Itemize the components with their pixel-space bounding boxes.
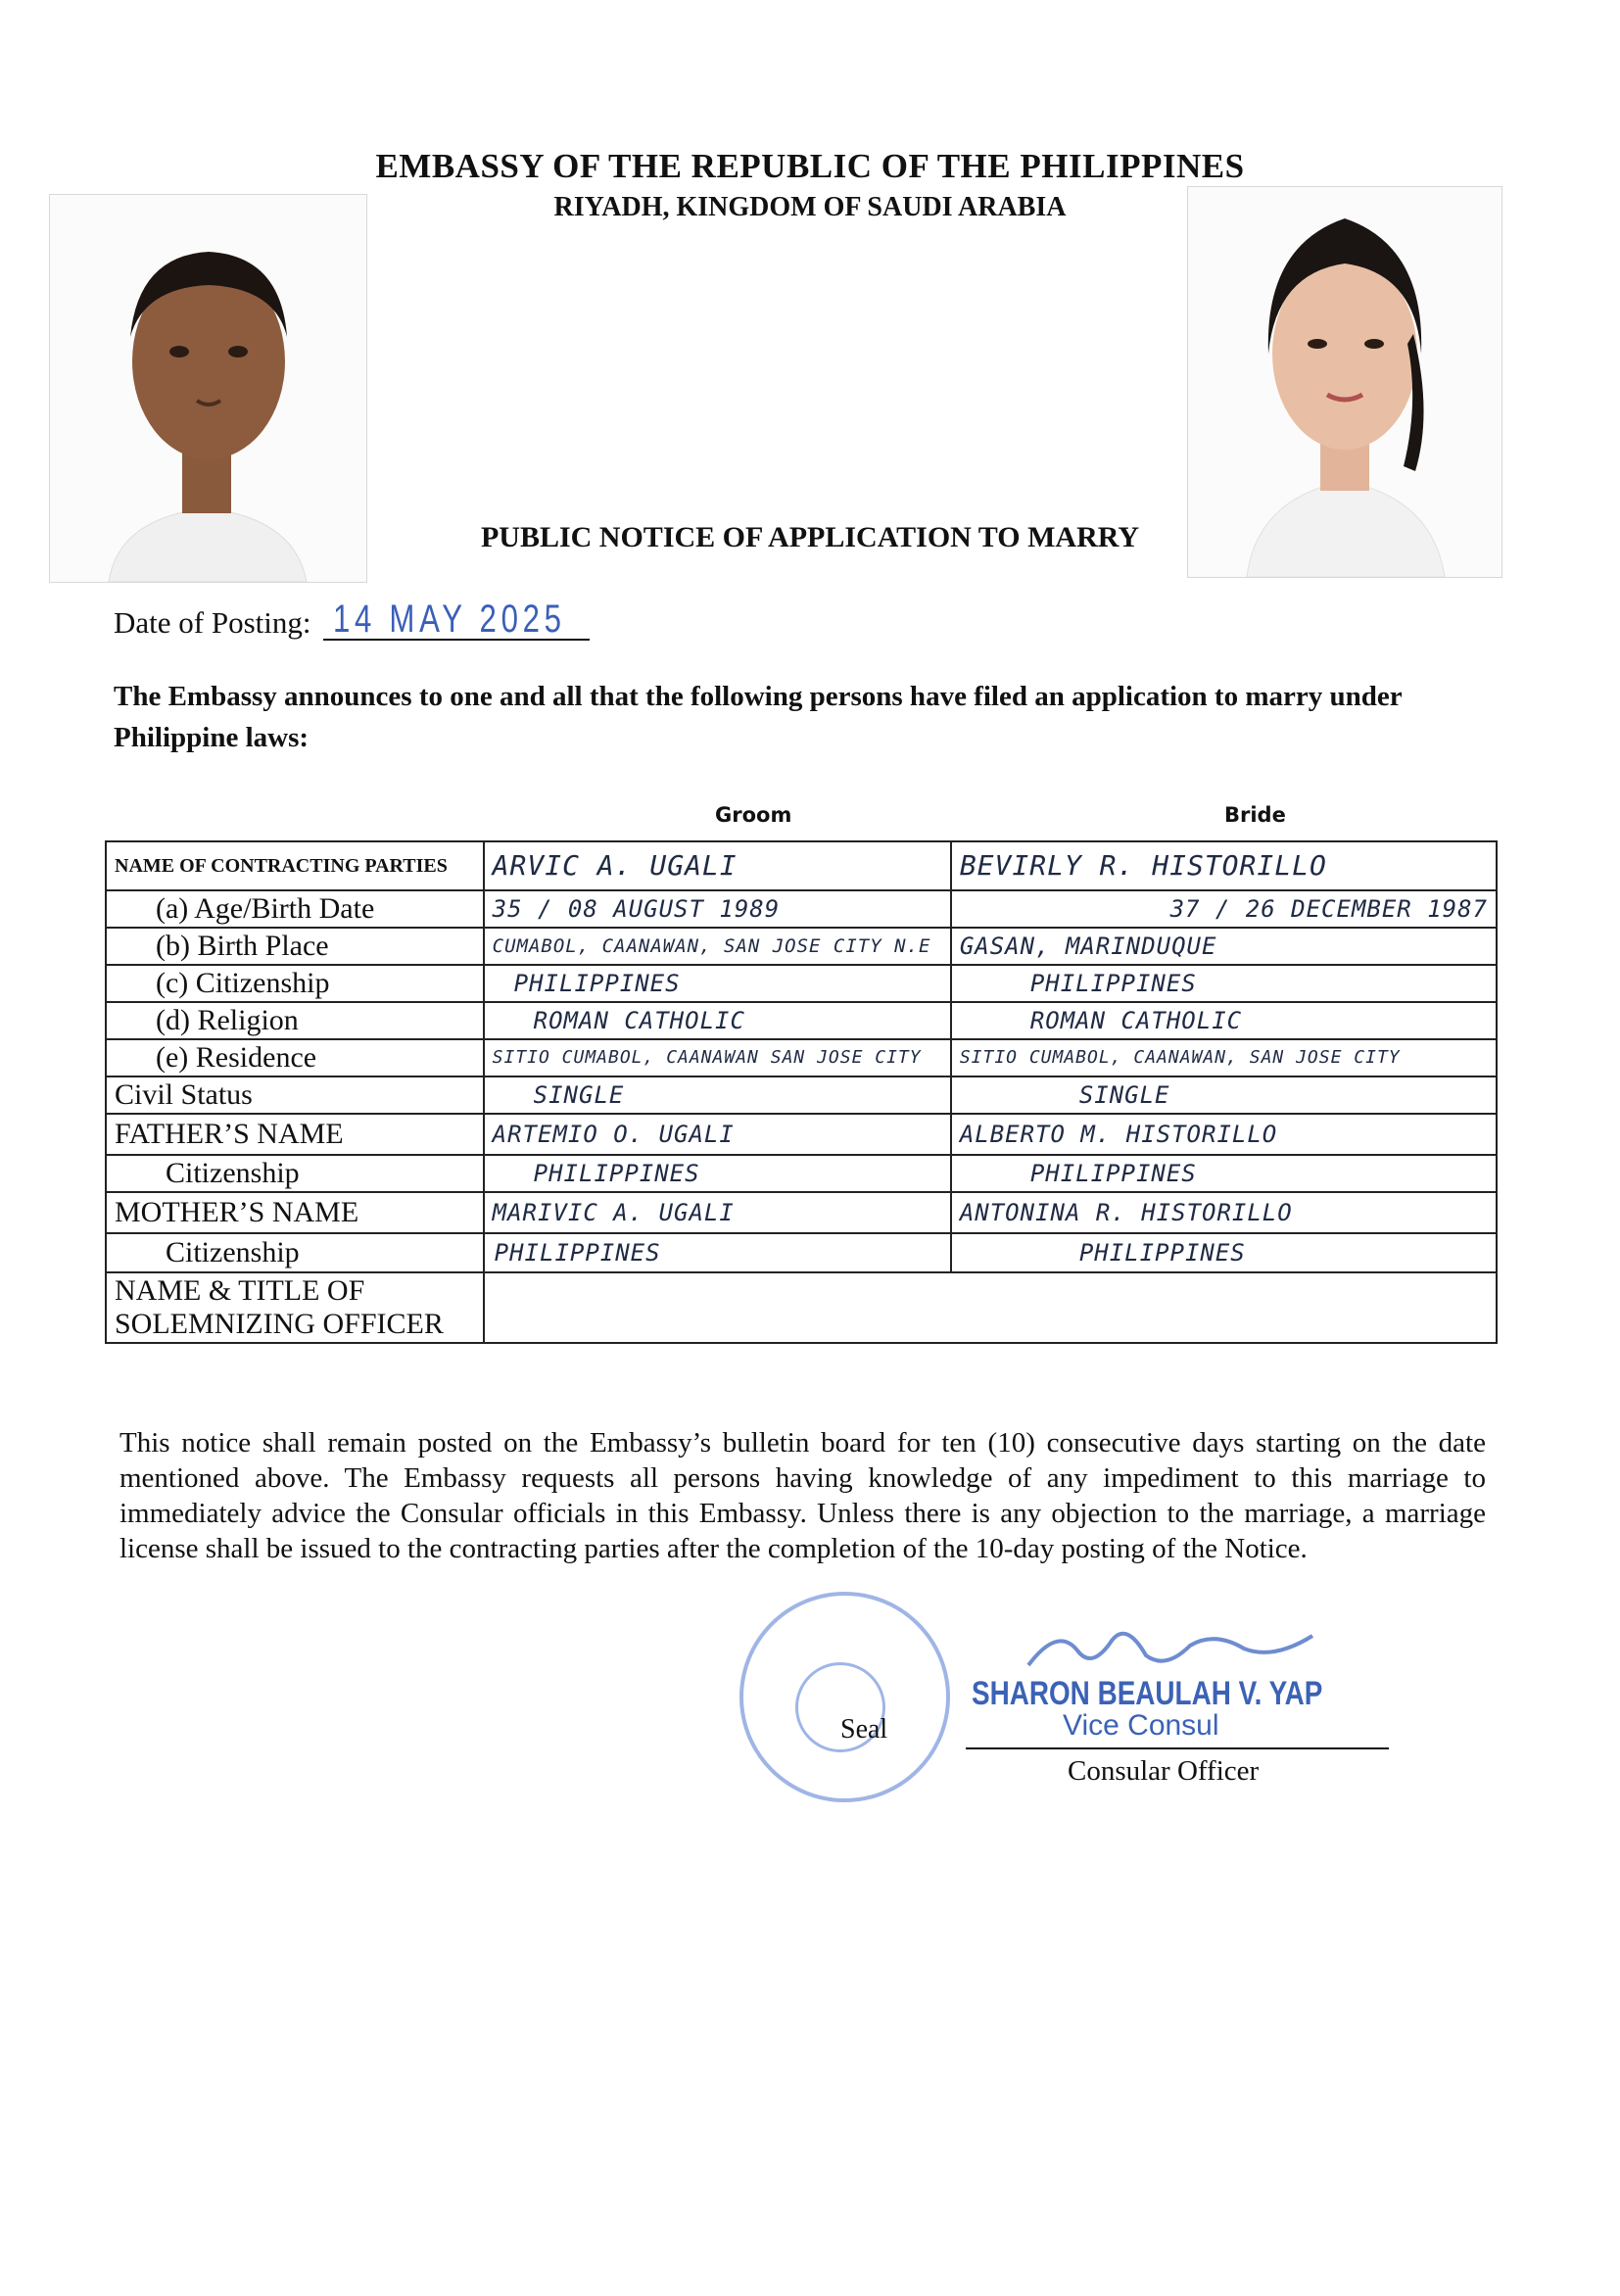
groom-religion: ROMAN CATHOLIC (484, 1002, 951, 1039)
bride-father-name: ALBERTO M. HISTORILLO (951, 1114, 1497, 1155)
row-label: Citizenship (106, 1155, 484, 1192)
seal-label: Seal (840, 1714, 888, 1745)
row-label: (e) Residence (106, 1039, 484, 1076)
signatory-role: Consular Officer (1068, 1755, 1260, 1787)
signature-line (966, 1747, 1389, 1749)
table-row (106, 890, 1497, 928)
bride-citizenship: PHILIPPINES (951, 965, 1497, 1002)
row-label: FATHER’S NAME (106, 1114, 484, 1155)
table-row (106, 928, 1497, 965)
bride-column-header: Bride (1224, 803, 1286, 827)
closing-paragraph: This notice shall remain posted on the Embassy’s bulletin board for ten (10) consecutive days starting on the date mentioned above. The Embassy requests all persons having knowledge of any impediment to this marriage to immediately advice the Consular officials in this Embassy. Unless there is any objection to the marriage, a marriage license shall be issued to the contracting parties after the completion of the 10-day posting of the Notice. (119, 1427, 1486, 1564)
embassy-location: RIYADH, KINGDOM OF SAUDI ARABIA (553, 192, 1067, 222)
groom-father-name: ARTEMIO O. UGALI (484, 1114, 951, 1155)
posting-date-label: Date of Posting: (114, 605, 311, 640)
table-row (106, 1272, 1497, 1343)
table-row (106, 1192, 1497, 1233)
solemnizing-officer-value (484, 1272, 1497, 1343)
bride-mother-citizenship: PHILIPPINES (951, 1233, 1497, 1272)
marriage-application-table (105, 840, 1498, 1344)
bride-age-birth-date: 37 / 26 DECEMBER 1987 (951, 890, 1497, 928)
groom-birth-place: CUMABOL, CAANAWAN, SAN JOSE CITY N.E (484, 928, 951, 965)
table-row (106, 1233, 1497, 1272)
groom-citizenship: PHILIPPINES (484, 965, 951, 1002)
bride-mother-name: ANTONINA R. HISTORILLO (951, 1192, 1497, 1233)
notice-title: PUBLIC NOTICE OF APPLICATION TO MARRY (480, 521, 1140, 553)
bride-photo (1187, 186, 1502, 578)
table-row (106, 841, 1497, 890)
bride-name: BEVIRLY R. HISTORILLO (951, 841, 1497, 890)
row-label: Civil Status (106, 1076, 484, 1114)
row-label: (b) Birth Place (106, 928, 484, 965)
bride-residence: SITIO CUMABOL, CAANAWAN, SAN JOSE CITY (951, 1039, 1497, 1076)
bride-birth-place: GASAN, MARINDUQUE (951, 928, 1497, 965)
announcement-text: The Embassy announces to one and all that the following persons have filed an application to marry under Philippine laws: (114, 681, 1403, 753)
bride-father-citizenship: PHILIPPINES (951, 1155, 1497, 1192)
groom-name: ARVIC A. UGALI (484, 841, 951, 890)
groom-father-citizenship: PHILIPPINES (484, 1155, 951, 1192)
groom-column-header: Groom (715, 803, 792, 827)
table-row (106, 1039, 1497, 1076)
signatory-title: Vice Consul (1063, 1709, 1219, 1742)
signatory-name: SHARON BEAULAH V. YAP (972, 1675, 1323, 1712)
table-row (106, 965, 1497, 1002)
groom-age-birth-date: 35 / 08 AUGUST 1989 (484, 890, 951, 928)
groom-mother-name: MARIVIC A. UGALI (484, 1192, 951, 1233)
groom-civil-status: SINGLE (484, 1076, 951, 1114)
row-label: (a) Age/Birth Date (106, 890, 484, 928)
bride-religion: ROMAN CATHOLIC (951, 1002, 1497, 1039)
table-row (106, 1155, 1497, 1192)
groom-residence: SITIO CUMABOL, CAANAWAN SAN JOSE CITY (484, 1039, 951, 1076)
row-label: (c) Citizenship (106, 965, 484, 1002)
row-label: (d) Religion (106, 1002, 484, 1039)
posting-date-stamp: 14 MAY 2025 (333, 598, 566, 641)
groom-mother-citizenship: PHILIPPINES (484, 1233, 951, 1272)
embassy-title: EMBASSY OF THE REPUBLIC OF THE PHILIPPINES (375, 147, 1245, 185)
bride-civil-status: SINGLE (951, 1076, 1497, 1114)
signature-scribble-icon (1019, 1621, 1332, 1675)
row-label: NAME OF CONTRACTING PARTIES (106, 841, 484, 890)
row-label: MOTHER’S NAME (106, 1192, 484, 1233)
table-row (106, 1114, 1497, 1155)
row-label: NAME & TITLE OF SOLEMNIZING OFFICER (106, 1272, 484, 1343)
row-label: Citizenship (106, 1233, 484, 1272)
table-row (106, 1076, 1497, 1114)
table-row (106, 1002, 1497, 1039)
